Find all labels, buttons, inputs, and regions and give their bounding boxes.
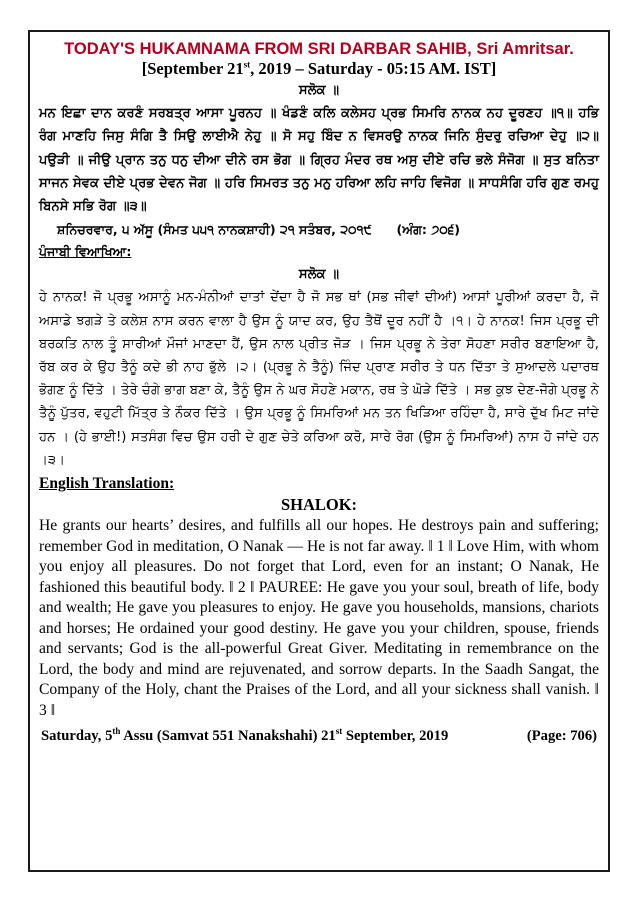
footer-date-a-sup: th	[112, 726, 121, 737]
date-header	[39, 59, 599, 79]
english-text: He grants our hearts’ desires, and fulfills all our hopes. He destroys pain and suffering; remember God in meditation, O Nanak — He is not far away. ‖ 1 ‖ Love Him, with whom you enjoy all pleasures. Do not forget that Lord, even for an instant; O Nanak, He fashioned this beautiful body. ‖ 2 ‖ PAUREE: He gave you your soul, breath of life, body and wealth; He gave you pleasures to enjoy. He gave you households, mansions, chariots and horses; He ordained your good destiny. He gave you your children, spouse, friends and servants; God is the all-powerful Great Giver. Meditating in remembrance on the Lord, the body and mind are rejuvenated, and sorrow departs. In the Saadh Sangat, the Company of the Holy, chant the Praises of the Lord, and all your sickness shall vanish. ‖ 3 ‖	[39, 517, 599, 719]
nanakshahi-date: ਸ਼ਨਿਚਰਵਾਰ, ੫ ਅੱਸੂ (ਸੰਮਤ ੫੫੧ ਨਾਨਕਸ਼ਾਹੀ) ੨੧ ਸਤੰਬਰ, ੨੦੧੯	[57, 222, 372, 238]
footer-date	[41, 725, 448, 747]
date-sup: st	[243, 59, 251, 70]
punjabi-text: ਹੇ ਨਾਨਕ! ਜੋ ਪ੍ਰਭੂ ਅਸਾਨੂੰ ਮਨ-ਮੰਨੀਆਂ ਦਾਤਾਂ ਦੇਂਦਾ ਹੈ ਜੋ ਸਭ ਥਾਂ (ਸਭ ਜੀਵਾਂ ਦੀਆਂ) ਆਸਾਂ ਪੂਰੀਆਂ ਕਰਦਾ ਹੈ, ਜੋ ਅਸਾਡੇ ਝਗੜੇ ਤੇ ਕਲੇਸ਼ ਨਾਸ ਕਰਨ ਵਾਲਾ ਹੈ ਉਸ ਨੂੰ ਯਾਦ ਕਰ, ਉਹ ਤੈਥੋਂ ਦੂਰ ਨਹੀਂ ਹੈ ।੧। ਹੇ ਨਾਨਕ! ਜਿਸ ਪ੍ਰਭੂ ਦੀ ਬਰਕਤਿ ਨਾਲ ਤੂੰ ਸਾਰੀਆਂ ਮੌਜਾਂ ਮਾਣਦਾ ਹੈਂ, ਉਸ ਨਾਲ ਪ੍ਰੀਤ ਜੋੜ । ਜਿਸ ਪ੍ਰਭੂ ਨੇ ਤੇਰਾ ਸੋਹਣਾ ਸਰੀਰ ਬਣਾਇਆ ਹੈ, ਰੱਬ ਕਰ ਕੇ ਉਹ ਤੈਨੂੰ ਕਦੇ ਭੀ ਨਾਹ ਭੁੱਲੇ ।੨। (ਪ੍ਰਭੂ ਨੇ ਤੈਨੂੰ) ਜਿੰਦ ਪ੍ਰਾਣ ਸਰੀਰ ਤੇ ਧਨ ਦਿੱਤਾ ਤੇ ਸੁਆਦਲੇ ਪਦਾਰਥ ਭੋਗਣ ਨੂੰ ਦਿੱਤੇ । ਤੇਰੇ ਚੰਗੇ ਭਾਗ ਬਣਾ ਕੇ, ਤੈਨੂੰ ਉਸ ਨੇ ਘਰ ਸੋਹਣੇ ਮਕਾਨ, ਰਥ ਤੇ ਘੋੜੇ ਦਿੱਤੇ । ਸਭ ਕੁਝ ਦੇਣ-ਜੋਗੇ ਪ੍ਰਭੂ ਨੇ ਤੈਨੂੰ ਪੁੱਤਰ, ਵਹੁਟੀ ਮਿੱਤ੍ਰ ਤੇ ਨੌਕਰ ਦਿੱਤੇ । ਉਸ ਪ੍ਰਭੂ ਨੂੰ ਸਿਮਰਿਆਂ ਮਨ ਤਨ ਖਿੜਿਆ ਰਹਿੰਦਾ ਹੈ, ਸਾਰੇ ਦੁੱਖ ਮਿਟ ਜਾਂਦੇ ਹਨ । (ਹੇ ਭਾਈ!) ਸਤਸੰਗ ਵਿਚ ਉਸ ਹਰੀ ਦੇ ਗੁਣ ਚੇਤੇ ਕਰਿਆ ਕਰੋ, ਸਾਰੇ ਰੋਗ (ਉਸ ਨੂੰ ਸਿਮਰਿਆਂ) ਨਾਸ ਹੋ ਜਾਂਦੇ ਹਨ ।੩।	[39, 290, 599, 468]
footer-page: (Page: 706)	[526, 728, 597, 745]
title-place: Sri Amritsar.	[476, 40, 574, 58]
punjabi-heading: ਸਲੋਕ ॥	[298, 267, 340, 283]
footer-date-b: Assu (Samvat 551 Nanakshahi) 21	[120, 728, 336, 745]
date-suffix: , 2019 – Saturday - 05:15 AM. IST]	[250, 59, 497, 78]
ang-number: (ਅੰਗ: ੭੦੬)	[396, 222, 461, 238]
english-heading: SHALOK:	[280, 495, 358, 515]
punjabi-label: ਪੰਜਾਬੀ ਵਿਆਖਿਆ:	[39, 244, 132, 260]
footer-date-c: September, 2019	[342, 728, 449, 745]
footer-date-b-sup: st	[335, 726, 343, 737]
gurbani-date-line	[39, 218, 599, 241]
gurbani-text: ਮਨ ਇਛਾ ਦਾਨ ਕਰਣੰ ਸਰਬਤ੍ਰ ਆਸਾ ਪੂਰਨਹ ॥ ਖੰਡਣੰ ਕਲਿ ਕਲੇਸਹ ਪ੍ਰਭ ਸਿਮਰਿ ਨਾਨਕ ਨਹ ਦੂਰਣਹ ॥੧॥ ਹਭਿ ਰੰਗ ਮਾਣਹਿ ਜਿਸੁ ਸੰਗਿ ਤੈ ਸਿਉ ਲਾਈਐ ਨੇਹੁ ॥ ਸੋ ਸਹੁ ਬਿੰਦ ਨ ਵਿਸਰਉ ਨਾਨਕ ਜਿਨਿ ਸੁੰਦਰੁ ਰਚਿਆ ਦੇਹੁ ॥੨॥ ਪਉੜੀ ॥ ਜੀਉ ਪ੍ਰਾਨ ਤਨੁ ਧਨੁ ਦੀਆ ਦੀਨੇ ਰਸ ਭੋਗ ॥ ਗ੍ਰਿਹ ਮੰਦਰ ਰਥ ਅਸੁ ਦੀਏ ਰਚਿ ਭਲੇ ਸੰਜੋਗ ॥ ਸੁਤ ਬਨਿਤਾ ਸਾਜਨ ਸੇਵਕ ਦੀਏ ਪ੍ਰਭ ਦੇਵਨ ਜੋਗ ॥ ਹਰਿ ਸਿਮਰਤ ਤਨੁ ਮਨੁ ਹਰਿਆ ਲਹਿ ਜਾਹਿ ਵਿਜੋਗ ॥ ਸਾਧਸੰਗਿ ਹਰਿ ਗੁਣ ਰਮਹੁ ਬਿਨਸੇ ਸਭਿ ਰੋਗ ॥੩॥	[39, 106, 599, 215]
gurbani-heading: ਸਲੋਕ ॥	[298, 83, 340, 98]
title-main: TODAY'S HUKAMNAMA FROM SRI DARBAR SAHIB,	[64, 40, 472, 58]
english-label-colon: :	[168, 475, 175, 493]
english-label-text: English Translation	[39, 475, 169, 493]
date-prefix: [September 21	[141, 59, 244, 78]
footer-date-a: Saturday, 5	[41, 728, 113, 745]
footer	[39, 725, 599, 747]
hukamnama-page	[28, 30, 610, 872]
page-title	[39, 39, 599, 59]
english-label	[39, 474, 599, 494]
